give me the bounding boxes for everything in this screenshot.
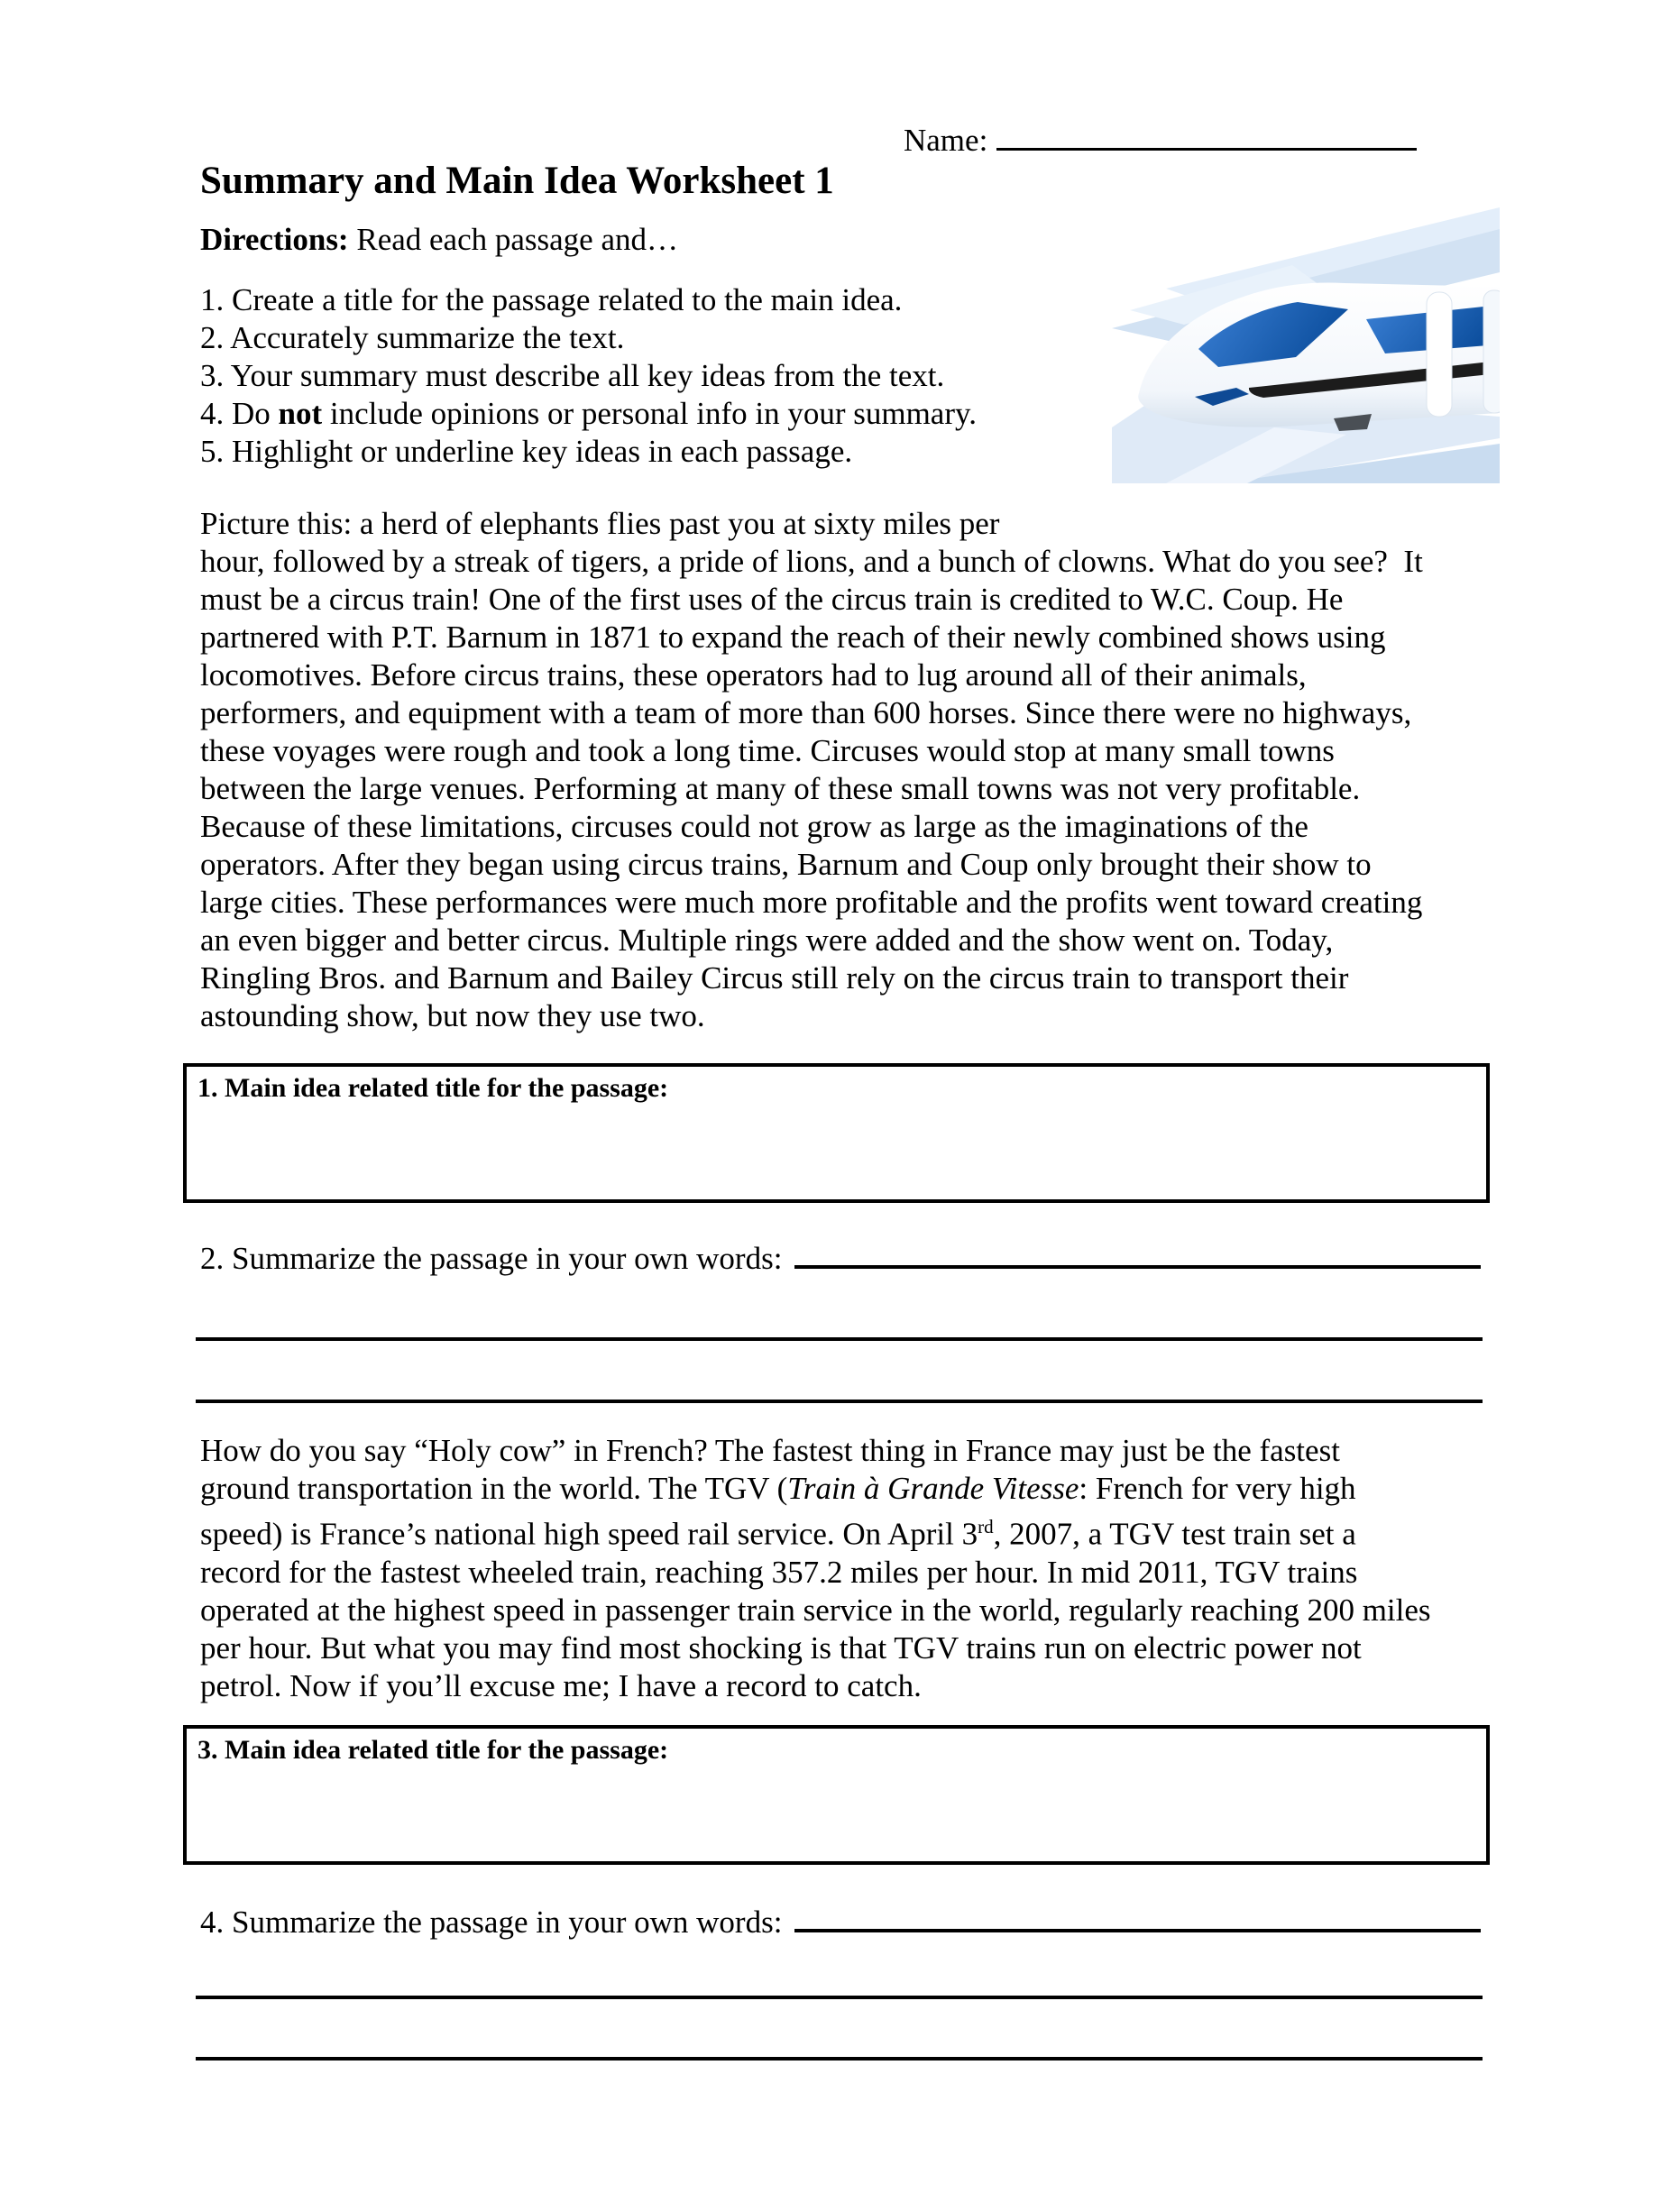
- train-image: [1112, 202, 1500, 483]
- passage-line: Picture this: a herd of elephants flies past you at sixty miles per: [200, 506, 1000, 541]
- passage-tgv: [200, 1432, 1431, 1705]
- q4-row: [200, 1905, 1481, 1941]
- text-segment: Directions:: [200, 222, 349, 257]
- text-segment: include opinions or personal info in your summary.: [322, 396, 977, 431]
- passage-line: operated at the highest speed in passenger train service in the world, regularly reaching 200 miles: [200, 1592, 1431, 1628]
- passage-line: operators. After they began using circus trains, Barnum and Coup only brought their show to: [200, 847, 1372, 882]
- answer-box-title-1[interactable]: [183, 1063, 1490, 1203]
- q4-writing-line-2[interactable]: [196, 2057, 1483, 2061]
- text-segment: rd: [978, 1516, 994, 1537]
- passage-circus-train: [200, 505, 1423, 1035]
- passage-line: performers, and equipment with a team of more than 600 horses. Since there were no highways,: [200, 695, 1412, 730]
- page-title: Summary and Main Idea Worksheet 1: [200, 160, 834, 202]
- passage-line: record for the fastest wheeled train, reaching 357.2 miles per hour. In mid 2011, TGV trains: [200, 1554, 1358, 1590]
- name-write-line[interactable]: [996, 137, 1417, 151]
- q2-label: 2. Summarize the passage in your own words:: [200, 1241, 783, 1276]
- passage-line: an even bigger and better circus. Multiple rings were added and the show went on. Today,: [200, 922, 1334, 958]
- q4-answer-line[interactable]: [794, 1913, 1481, 1932]
- passage-line: large cities. These performances were much more profitable and the profits went toward creating: [200, 885, 1423, 920]
- q3-label: 3. Main idea related title for the passage:: [197, 1735, 669, 1765]
- text-segment: Read each passage and…: [348, 222, 678, 257]
- q2-writing-line-2[interactable]: [196, 1400, 1483, 1403]
- q1-label: 1. Main idea related title for the passage:: [197, 1073, 669, 1103]
- directions-item: [200, 319, 977, 357]
- passage-line: locomotives. Before circus trains, these operators had to lug around all of their animals,: [200, 657, 1307, 693]
- passage-line: Ringling Bros. and Barnum and Bailey Circus still rely on the circus train to transport their: [200, 960, 1349, 996]
- directions-text: [200, 222, 678, 258]
- q2-writing-line-1[interactable]: [196, 1337, 1483, 1341]
- passage-line: Because of these limitations, circuses could not grow as large as the imaginations of the: [200, 809, 1308, 844]
- answer-box-title-3[interactable]: [183, 1725, 1490, 1865]
- directions-item: [200, 395, 977, 433]
- q4-label: 4. Summarize the passage in your own words:: [200, 1905, 783, 1940]
- q4-writing-line-1[interactable]: [196, 1996, 1483, 1999]
- text-segment: 5. Highlight or underline key ideas in each passage.: [200, 434, 853, 469]
- passage-line: between the large venues. Performing at many of these small towns was not very profitable.: [200, 771, 1361, 806]
- text-segment: , 2007, a TGV test train set a: [993, 1516, 1356, 1552]
- passage-line: must be a circus train! One of the first uses of the circus train is credited to W.C. Coup. He: [200, 582, 1344, 617]
- passage-line: [200, 1470, 1431, 1508]
- q2-answer-line[interactable]: [794, 1249, 1481, 1269]
- passage-line: hour, followed by a streak of tigers, a pride of lions, and a bunch of clowns. What do you see? It: [200, 544, 1423, 579]
- directions-item: [200, 357, 977, 395]
- text-segment: : French for very high: [1079, 1471, 1356, 1506]
- text-segment: 4. Do: [200, 396, 279, 431]
- passage-line: [200, 1508, 1431, 1554]
- text-segment: speed) is France’s national high speed rail service. On April 3: [200, 1516, 978, 1552]
- text-segment: Train à Grande Vitesse: [787, 1471, 1079, 1506]
- name-row: [904, 123, 1417, 159]
- passage-line: How do you say “Holy cow” in French? The fastest thing in France may just be the fastest: [200, 1433, 1340, 1468]
- text-segment: 3. Your summary must describe all key ideas from the text.: [200, 358, 945, 393]
- passage-line: these voyages were rough and took a long time. Circuses would stop at many small towns: [200, 733, 1335, 768]
- directions-item: [200, 281, 977, 319]
- passage-line: petrol. Now if you’ll excuse me; I have a record to catch.: [200, 1667, 922, 1703]
- text-segment: not: [278, 396, 323, 431]
- passage-line: partnered with P.T. Barnum in 1871 to expand the reach of their newly combined shows using: [200, 620, 1386, 655]
- directions-item: [200, 433, 977, 471]
- text-segment: 1. Create a title for the passage related to the main idea.: [200, 282, 903, 317]
- passage-line: per hour. But what you may find most shocking is that TGV trains run on electric power not: [200, 1629, 1362, 1666]
- text-segment: ground transportation in the world. The TGV (: [200, 1471, 788, 1506]
- train-illustration: [1112, 202, 1500, 483]
- name-label: Name:: [904, 123, 988, 158]
- passage-line: astounding show, but now they use two.: [200, 998, 705, 1033]
- directions-list: [200, 281, 977, 471]
- q2-row: [200, 1241, 1481, 1277]
- text-segment: 2. Accurately summarize the text.: [200, 320, 625, 355]
